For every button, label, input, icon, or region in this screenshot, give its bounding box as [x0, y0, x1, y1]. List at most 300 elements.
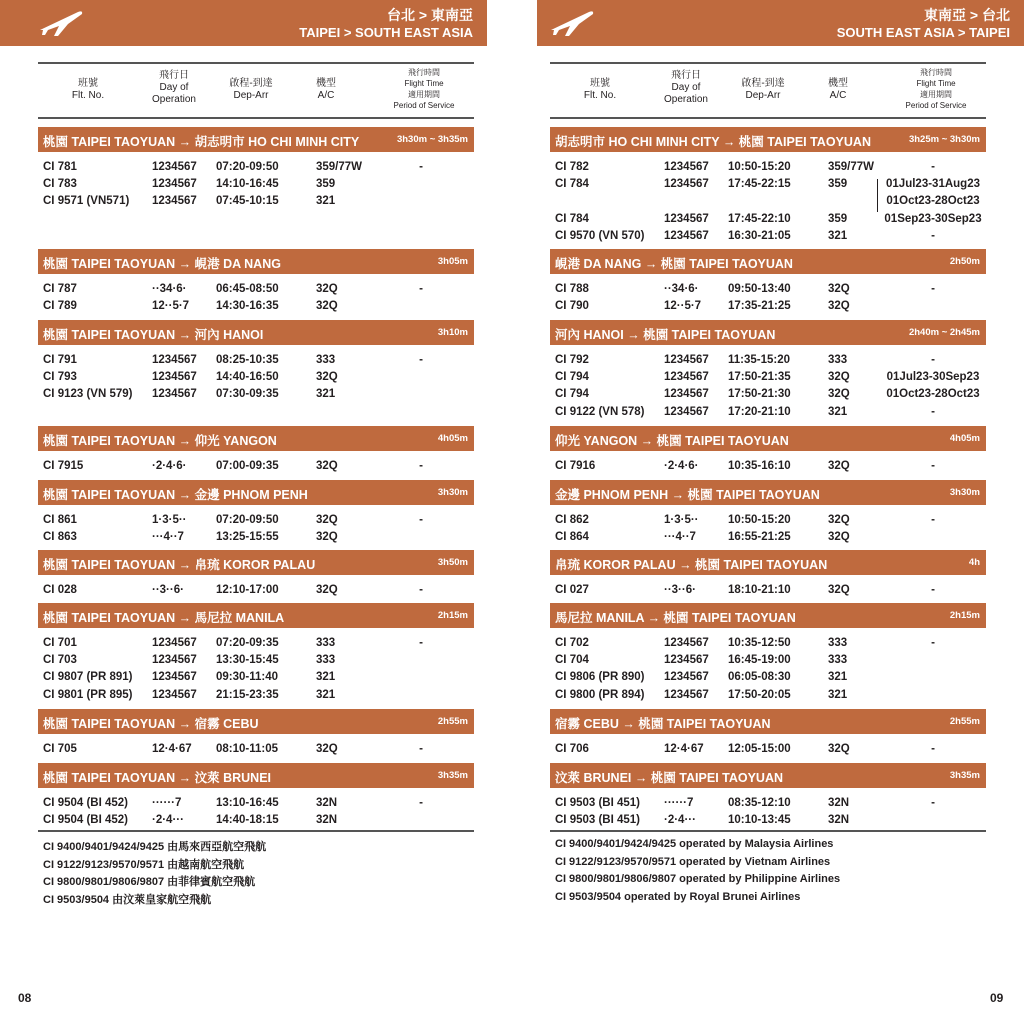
dep-arr-time: 10:35-16:10: [728, 460, 791, 472]
route-duration: 3h30m ~ 3h35m: [396, 134, 468, 145]
operation-days: ···4··7: [152, 531, 184, 544]
dep-arr-time: 17:45-22:10: [728, 212, 791, 225]
footnote-divider: [550, 830, 986, 832]
footnote-divider: [38, 830, 474, 832]
route-header: [550, 763, 986, 788]
dep-arr-time: 14:30-16:35: [216, 300, 279, 313]
footnote-line: CI 9503/9504 由汶萊皇家航空飛航: [43, 893, 212, 906]
dep-arr-time: 17:45-22:15: [728, 178, 791, 191]
timetable-page-right: [550, 0, 986, 1024]
flight-number: CI 9503 (BI 451): [555, 814, 641, 827]
aircraft-type: 32Q: [828, 371, 850, 384]
col-label: 班號: [78, 78, 98, 89]
dep-arr-time: 14:10-16:45: [216, 178, 279, 191]
dep-arr-time: 07:30-09:35: [216, 388, 279, 401]
flight-row: [550, 514, 986, 531]
route-header: [550, 249, 986, 274]
aircraft-type: 32Q: [828, 531, 850, 544]
service-period: -: [931, 514, 935, 526]
col-label: 適用期間: [920, 90, 952, 99]
route-duration: 2h15m: [437, 610, 468, 621]
column-header: [550, 62, 986, 119]
operation-days: ······7: [664, 797, 694, 809]
flight-number: CI 703: [43, 654, 77, 667]
service-period: -: [931, 354, 935, 366]
route-header: [550, 709, 986, 734]
flight-number: CI 9503 (BI 451): [555, 797, 641, 809]
col-route: [728, 78, 798, 102]
service-period: -: [419, 514, 423, 526]
route-header: [38, 763, 474, 788]
flight-row: [38, 689, 474, 706]
dep-arr-time: 17:50-20:05: [728, 688, 791, 701]
flight-row: [550, 371, 986, 388]
service-period: 01Oct23-28Oct23: [886, 388, 980, 401]
route-title: 峴港 DA NANG → 桃園 TAIPEI TAOYUAN: [555, 257, 793, 271]
dep-arr-time: 12:05-15:00: [728, 743, 791, 755]
operation-days: 1234567: [152, 195, 197, 208]
flight-row: [550, 300, 986, 317]
flight-row: [38, 388, 474, 405]
flight-number: CI 702: [555, 637, 589, 649]
col-day: [654, 70, 718, 106]
flight-row: [550, 531, 986, 548]
flight-number: CI 704: [555, 654, 589, 667]
route-duration: 3h50m: [437, 557, 468, 568]
flight-number: CI 864: [555, 531, 589, 544]
dep-arr-time: 07:20-09:50: [216, 161, 279, 173]
flight-number: CI 789: [43, 300, 77, 313]
service-period: -: [931, 405, 935, 418]
flight-row: [550, 406, 986, 423]
route-header: [550, 426, 986, 451]
dep-arr-time: 13:10-16:45: [216, 797, 279, 809]
operation-days: ··3··6·: [152, 584, 184, 596]
col-label: 啟程-到達: [229, 78, 273, 89]
service-period: -: [419, 584, 423, 596]
service-period: -: [931, 584, 935, 596]
flight-number: CI 781: [43, 161, 77, 173]
aircraft-type: 333: [316, 354, 336, 366]
operation-days: 1234567: [664, 371, 709, 384]
col-label: Flight Time: [404, 79, 444, 88]
operation-days: ·2·4···: [152, 814, 184, 827]
aircraft-type: 32Q: [828, 388, 850, 401]
aircraft-type: 32Q: [316, 460, 338, 472]
dep-arr-time: 10:10-13:45: [728, 814, 791, 827]
operation-days: ·2·4·6·: [664, 460, 699, 472]
footnote-line: CI 9122/9123/9570/9571 operated by Vietnam Airlines: [555, 855, 831, 868]
aircraft-type: 321: [316, 671, 336, 684]
operation-days: 1234567: [664, 388, 709, 401]
col-day: [142, 70, 206, 106]
dep-arr-time: 21:15-23:35: [216, 688, 279, 701]
route-duration: 3h35m: [949, 770, 980, 781]
flight-row: [550, 283, 986, 300]
flight-number: CI 794: [555, 388, 589, 401]
col-label: Period of Service: [393, 101, 455, 110]
route-duration: 3h25m ~ 3h30m: [908, 134, 980, 145]
col-label: 班號: [590, 78, 610, 89]
route-header: [38, 320, 474, 345]
flight-row: [550, 743, 986, 760]
operation-days: 1234567: [664, 654, 709, 667]
flight-row: [38, 371, 474, 388]
route-title: 桃園 TAIPEI TAOYUAN → 金邊 PHNOM PENH: [43, 488, 308, 502]
col-aircraft: [815, 78, 861, 102]
flight-number: CI 9806 (PR 890): [555, 671, 645, 684]
operation-days: 1234567: [664, 161, 709, 173]
service-period: -: [419, 161, 423, 173]
flight-row: [550, 584, 986, 601]
route-header: [550, 127, 986, 152]
route-title: 胡志明市 HO CHI MINH CITY → 桃園 TAIPEI TAOYUAN: [555, 135, 871, 149]
route-title: 宿霧 CEBU → 桃園 TAIPEI TAOYUAN: [555, 717, 771, 731]
flight-number: CI 784: [555, 178, 589, 191]
col-label: A/C: [829, 90, 847, 101]
route-header: [38, 550, 474, 575]
operation-days: ···4··7: [664, 531, 696, 544]
route-duration: 2h50m: [949, 256, 980, 267]
dep-arr-time: 08:35-12:10: [728, 797, 791, 809]
header-title-en: TAIPEI > SOUTH EAST ASIA: [299, 25, 473, 40]
route-header: [38, 127, 474, 152]
route-header: [38, 426, 474, 451]
column-header: [38, 62, 474, 119]
col-period: [890, 67, 982, 111]
col-label: Flt. No.: [71, 90, 105, 101]
aircraft-type: 32Q: [316, 371, 338, 384]
col-route: [216, 78, 286, 102]
dep-arr-time: 14:40-18:15: [216, 814, 279, 827]
route-duration: 2h15m: [949, 610, 980, 621]
aircraft-type: 32N: [316, 797, 338, 809]
aircraft-type: 359: [316, 178, 336, 191]
operation-days: ··34·6·: [152, 283, 187, 295]
flight-row: [38, 797, 474, 814]
service-period: -: [931, 637, 935, 649]
dep-arr-time: 14:40-16:50: [216, 371, 279, 384]
dep-arr-time: 12:10-17:00: [216, 584, 279, 596]
col-label: Day of: [671, 82, 701, 93]
route-title: 帛琉 KOROR PALAU → 桃園 TAIPEI TAOYUAN: [555, 558, 828, 572]
col-label: Day of: [159, 82, 189, 93]
flight-row: [550, 460, 986, 477]
service-period: -: [931, 229, 935, 242]
dep-arr-time: 10:50-15:20: [728, 514, 791, 526]
flight-row: [550, 230, 986, 247]
dep-arr-time: 17:50-21:30: [728, 388, 791, 401]
service-period: -: [419, 743, 423, 755]
flight-number: CI 9800 (PR 894): [555, 688, 645, 701]
flight-number: CI 7916: [555, 460, 596, 472]
operation-days: 1234567: [664, 671, 709, 684]
route-duration: 2h40m ~ 2h45m: [908, 327, 980, 338]
operation-days: 1234567: [152, 371, 197, 384]
flight-row: [550, 178, 986, 195]
operation-days: ·2·4···: [664, 814, 696, 827]
flight-number: CI 9123 (VN 579): [43, 388, 133, 401]
dep-arr-time: 07:20-09:50: [216, 514, 279, 526]
col-label: 飛行時間: [408, 68, 440, 77]
aircraft-type: 32Q: [316, 584, 338, 596]
period-bracket: [877, 179, 878, 211]
route-header: [550, 550, 986, 575]
flight-number: CI 9807 (PR 891): [43, 671, 133, 684]
flight-row: [550, 814, 986, 831]
service-period: -: [419, 460, 423, 472]
aircraft-type: 32Q: [828, 584, 850, 596]
col-label: A/C: [317, 90, 335, 101]
route-header: [38, 603, 474, 628]
aircraft-type: 333: [828, 637, 848, 649]
operation-days: 1234567: [664, 229, 709, 242]
aircraft-type: 32Q: [828, 283, 850, 295]
col-label: Dep-Arr: [745, 90, 781, 101]
service-period: -: [931, 743, 935, 755]
flight-row: [550, 637, 986, 654]
col-label: Flight Time: [916, 79, 956, 88]
operation-days: 12··5·7: [152, 300, 190, 313]
header-title-en: SOUTH EAST ASIA > TAIPEI: [836, 25, 1010, 40]
route-title: 馬尼拉 MANILA → 桃園 TAIPEI TAOYUAN: [555, 611, 796, 625]
flight-row: [550, 354, 986, 371]
flight-number: CI 788: [555, 283, 589, 295]
aircraft-type: 321: [316, 688, 336, 701]
header-title-zh: 東南亞 > 台北: [924, 7, 1010, 23]
aircraft-type: 333: [316, 637, 336, 649]
aircraft-type: 321: [828, 671, 848, 684]
operation-days: 1·3·5··: [664, 514, 699, 526]
route-header: [550, 320, 986, 345]
operation-days: 1234567: [664, 178, 709, 191]
operation-days: 1234567: [664, 212, 709, 225]
footnote-line: CI 9400/9401/9424/9425 operated by Malaysia Airlines: [555, 838, 834, 850]
operation-days: ··34·6·: [664, 283, 699, 295]
dep-arr-time: 07:20-09:35: [216, 637, 279, 649]
operation-days: 1234567: [152, 161, 197, 173]
route-header: [38, 249, 474, 274]
operation-days: ··3··6·: [664, 584, 696, 596]
timetable-page-left: [38, 0, 474, 1024]
flight-number: CI 793: [43, 371, 77, 384]
operation-days: ·2·4·6·: [152, 460, 187, 472]
flight-number: CI 705: [43, 743, 77, 755]
aircraft-type: 333: [828, 354, 848, 366]
flight-number: CI 863: [43, 531, 77, 544]
flight-number: CI 791: [43, 354, 77, 366]
flight-number: CI 9571 (VN571): [43, 195, 130, 208]
route-header: [38, 709, 474, 734]
aircraft-type: 32Q: [316, 743, 338, 755]
operation-days: 1234567: [664, 637, 709, 649]
col-label: 啟程-到達: [741, 78, 785, 89]
flight-number: CI 9570 (VN 570): [555, 229, 645, 242]
operation-days: 1234567: [664, 405, 709, 418]
col-aircraft: [303, 78, 349, 102]
route-header: [550, 480, 986, 505]
flight-number: CI 783: [43, 178, 77, 191]
route-header: [38, 480, 474, 505]
flight-row: [38, 195, 474, 212]
flight-row: [550, 797, 986, 814]
service-period: -: [419, 283, 423, 295]
dep-arr-time: 10:35-12:50: [728, 637, 791, 649]
dep-arr-time: 16:55-21:25: [728, 531, 791, 544]
col-label: 飛行日: [671, 70, 701, 81]
service-period: 01Oct23-28Oct23: [886, 195, 980, 208]
route-title: 河內 HANOI → 桃園 TAIPEI TAOYUAN: [555, 328, 776, 342]
dep-arr-time: 10:50-15:20: [728, 161, 791, 173]
operation-days: 1234567: [664, 354, 709, 366]
flight-number: CI 784: [555, 212, 589, 225]
operation-days: 1·3·5··: [152, 514, 187, 526]
operation-days: 12··5·7: [664, 300, 702, 313]
route-title: 桃園 TAIPEI TAOYUAN → 宿霧 CEBU: [43, 717, 259, 731]
aircraft-type: 321: [828, 229, 848, 242]
col-label: Operation: [664, 94, 708, 105]
dep-arr-time: 06:05-08:30: [728, 671, 791, 684]
aircraft-type: 321: [828, 405, 848, 418]
flight-number: CI 701: [43, 637, 77, 649]
flight-number: CI 790: [555, 300, 589, 313]
operation-days: 1234567: [152, 688, 197, 701]
operation-days: 1234567: [152, 178, 197, 191]
route-title: 汶萊 BRUNEI → 桃園 TAIPEI TAOYUAN: [555, 771, 784, 785]
aircraft-type: 359: [828, 178, 848, 191]
dep-arr-time: 13:25-15:55: [216, 531, 279, 544]
col-label: 機型: [316, 78, 336, 89]
flight-row: [38, 354, 474, 371]
flight-row: [38, 161, 474, 178]
service-period: -: [419, 354, 423, 366]
page-number: 09: [990, 991, 1004, 1005]
operation-days: ······7: [152, 797, 182, 809]
flight-number: CI 794: [555, 371, 589, 384]
dep-arr-time: 07:45-10:15: [216, 195, 279, 208]
route-duration: 4h05m: [949, 433, 980, 444]
aircraft-type: 321: [316, 388, 336, 401]
flight-number: CI 787: [43, 283, 77, 295]
aircraft-type: 321: [828, 688, 848, 701]
flight-number: CI 9122 (VN 578): [555, 405, 645, 418]
flight-number: CI 9504 (BI 452): [43, 814, 129, 827]
flight-row: [38, 531, 474, 548]
aircraft-type: 32Q: [828, 460, 850, 472]
col-flight-no: [58, 78, 118, 102]
aircraft-type: 32Q: [316, 514, 338, 526]
service-period: -: [931, 161, 935, 173]
route-title: 桃園 TAIPEI TAOYUAN → 馬尼拉 MANILA: [43, 611, 285, 625]
page-number: 08: [18, 991, 32, 1005]
route-title: 桃園 TAIPEI TAOYUAN → 河內 HANOI: [43, 328, 264, 342]
route-duration: 4h: [968, 557, 980, 568]
route-duration: 3h30m: [437, 487, 468, 498]
col-flight-no: [570, 78, 630, 102]
col-label: Dep-Arr: [233, 90, 269, 101]
footnote-line: CI 9400/9401/9424/9425 由馬來西亞航空飛航: [43, 841, 267, 853]
flight-row: [550, 388, 986, 405]
flight-number: CI 706: [555, 743, 589, 755]
aircraft-type: 32Q: [828, 514, 850, 526]
flight-row: [38, 814, 474, 831]
aircraft-type: 333: [316, 654, 336, 667]
dep-arr-time: 08:25-10:35: [216, 354, 279, 366]
route-header: [550, 603, 986, 628]
route-duration: 3h10m: [437, 327, 468, 338]
route-title: 桃園 TAIPEI TAOYUAN → 帛琉 KOROR PALAU: [43, 558, 316, 572]
route-title: 桃園 TAIPEI TAOYUAN → 汶萊 BRUNEI: [43, 771, 272, 785]
dep-arr-time: 16:45-19:00: [728, 654, 791, 667]
operation-days: 1234567: [152, 388, 197, 401]
flight-number: CI 862: [555, 514, 589, 526]
col-label: 機型: [828, 78, 848, 89]
flight-row: [38, 300, 474, 317]
route-duration: 2h55m: [437, 716, 468, 727]
aircraft-type: 32Q: [316, 300, 338, 313]
dep-arr-time: 17:35-21:25: [728, 300, 791, 313]
aircraft-type: 321: [316, 195, 336, 208]
flight-row: [38, 283, 474, 300]
col-label: Operation: [152, 94, 196, 105]
flight-row: [38, 671, 474, 688]
service-period: -: [419, 797, 423, 809]
flight-row: [550, 213, 986, 230]
col-label: 飛行時間: [920, 68, 952, 77]
aircraft-type: 32N: [316, 814, 338, 827]
operation-days: 1234567: [152, 354, 197, 366]
route-title: 桃園 TAIPEI TAOYUAN → 胡志明市 HO CHI MINH CITY: [43, 135, 360, 149]
flight-number: CI 792: [555, 354, 589, 366]
flight-number: CI 028: [43, 584, 77, 596]
route-duration: 4h05m: [437, 433, 468, 444]
flight-row: [38, 637, 474, 654]
flight-number: CI 027: [555, 584, 589, 596]
dep-arr-time: 09:50-13:40: [728, 283, 791, 295]
col-period: [378, 67, 470, 111]
operation-days: 1234567: [152, 637, 197, 649]
aircraft-type: 32N: [828, 797, 850, 809]
route-duration: 2h55m: [949, 716, 980, 727]
operation-days: 1234567: [152, 671, 197, 684]
service-period: 01Jul23-30Sep23: [886, 371, 980, 384]
flight-row: [38, 584, 474, 601]
service-period: -: [931, 797, 935, 809]
dep-arr-time: 09:30-11:40: [216, 671, 279, 684]
operation-days: 1234567: [152, 654, 197, 667]
operation-days: 1234567: [664, 688, 709, 701]
flight-number: CI 7915: [43, 460, 84, 472]
aircraft-type: 333: [828, 654, 848, 667]
footnote-line: CI 9800/9801/9806/9807 由菲律賓航空飛航: [43, 876, 256, 888]
flight-row: [38, 178, 474, 195]
dep-arr-time: 08:10-11:05: [216, 743, 279, 755]
flight-row: [550, 195, 986, 212]
route-title: 金邊 PHNOM PENH → 桃園 TAIPEI TAOYUAN: [555, 488, 820, 502]
operation-days: 12·4·67: [152, 743, 192, 755]
col-label: Period of Service: [905, 101, 967, 110]
flight-number: CI 9504 (BI 452): [43, 797, 129, 809]
aircraft-type: 359/77W: [828, 161, 875, 173]
aircraft-type: 359: [828, 212, 848, 225]
col-label: 飛行日: [159, 70, 189, 81]
operation-days: 12·4·67: [664, 743, 704, 755]
dep-arr-time: 17:20-21:10: [728, 405, 791, 418]
service-period: -: [419, 637, 423, 649]
col-label: Flt. No.: [583, 90, 617, 101]
dep-arr-time: 17:50-21:35: [728, 371, 791, 384]
dep-arr-time: 13:30-15:45: [216, 654, 279, 667]
